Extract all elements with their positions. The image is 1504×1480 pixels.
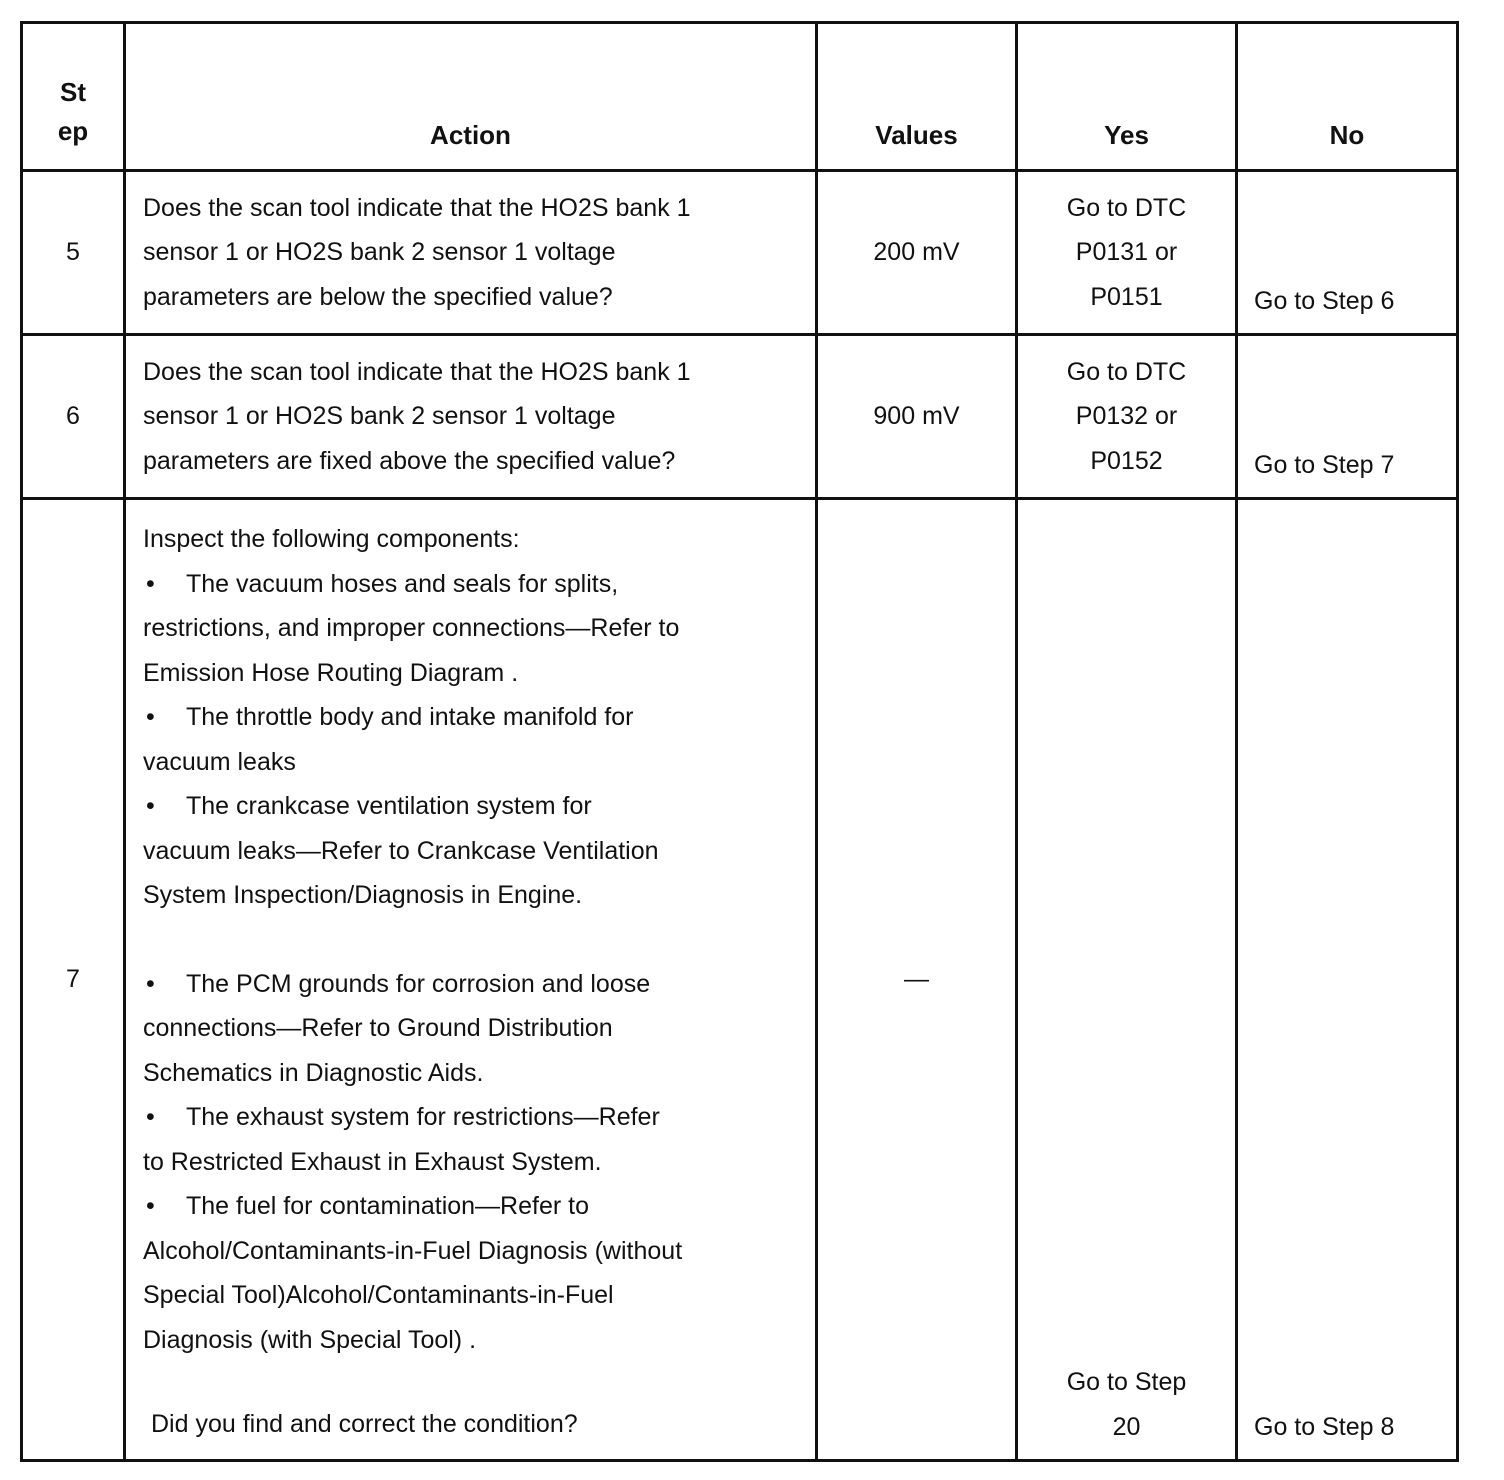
- values-header: Values: [817, 23, 1017, 171]
- action-line: parameters are below the specified value?: [143, 282, 613, 311]
- yes-line: P0152: [1090, 446, 1163, 475]
- no-text: Go to Step 6: [1254, 286, 1395, 315]
- step-header-line1: St: [60, 77, 86, 107]
- action-question: Did you find and correct the condition?: [151, 1410, 578, 1438]
- table-row: [22, 171, 1458, 335]
- bullet-item: [143, 1095, 815, 1184]
- bullet-text: The vacuum hoses and seals for splits,: [186, 569, 619, 598]
- no-text: Go to Step 8: [1254, 1412, 1395, 1441]
- bullet-item: [143, 695, 815, 784]
- step-number: 6: [22, 335, 125, 499]
- bullet-text: System Inspection/Diagnosis in Engine.: [143, 881, 583, 909]
- bullet-text: The crankcase ventilation system for: [186, 792, 592, 820]
- yes-cell: [1017, 171, 1237, 335]
- action-intro: Inspect the following components:: [143, 525, 520, 553]
- bullet-item: [143, 562, 815, 696]
- action-line: sensor 1 or HO2S bank 2 sensor 1 voltage: [143, 402, 616, 431]
- bullet-text: Emission Hose Routing Diagram .: [143, 658, 519, 687]
- step-header: [22, 23, 125, 171]
- bullet-text: The fuel for contamination—Refer to: [186, 1192, 589, 1220]
- bullet-item: [143, 1184, 815, 1362]
- header-row: [22, 23, 1458, 171]
- bullet-text: The throttle body and intake manifold for: [186, 703, 634, 731]
- bullet-item: [143, 962, 815, 1096]
- bullet-icon: •: [146, 1103, 155, 1131]
- bullet-icon: •: [146, 569, 155, 598]
- yes-line: P0132 or: [1075, 402, 1178, 431]
- step-number: 5: [22, 171, 125, 335]
- action-line: sensor 1 or HO2S bank 2 sensor 1 voltage: [143, 238, 616, 267]
- action-cell: [125, 499, 817, 1461]
- action-cell: [125, 171, 817, 335]
- yes-cell: [1017, 499, 1237, 1461]
- bullet-text: vacuum leaks: [143, 747, 296, 776]
- no-text: Go to Step 7: [1254, 450, 1395, 479]
- action-line: parameters are fixed above the specified value?: [143, 446, 676, 475]
- value-cell: 900 mV: [817, 335, 1017, 499]
- bullet-text: Schematics in Diagnostic Aids.: [143, 1058, 484, 1087]
- yes-line: Go to DTC: [1066, 357, 1187, 386]
- bullet-text: vacuum leaks—Refer to Crankcase Ventilation: [143, 836, 659, 865]
- bullet-text: connections—Refer to Ground Distribution: [143, 1014, 613, 1042]
- no-cell: [1237, 171, 1458, 335]
- no-cell: [1237, 335, 1458, 499]
- diagnostic-table: [20, 21, 1459, 1462]
- bullet-icon: •: [146, 969, 155, 998]
- bullet-text: Diagnosis (with Special Tool) .: [143, 1325, 477, 1354]
- bullet-text: The PCM grounds for corrosion and loose: [186, 969, 651, 998]
- bullet-item: [143, 784, 815, 918]
- table-row: [22, 499, 1458, 1461]
- yes-line: 20: [1112, 1412, 1141, 1441]
- bullet-text: The exhaust system for restrictions—Refer: [186, 1103, 660, 1131]
- table-row: [22, 335, 1458, 499]
- yes-line: Go to Step: [1066, 1368, 1187, 1396]
- bullet-text: Alcohol/Contaminants-in-Fuel Diagnosis (without: [143, 1236, 683, 1265]
- yes-line: P0151: [1090, 282, 1163, 311]
- yes-line: P0131 or: [1075, 238, 1178, 267]
- step-number: 7: [22, 499, 125, 1461]
- no-cell: [1237, 499, 1458, 1461]
- spacer: [143, 918, 815, 962]
- yes-line: Go to DTC: [1066, 193, 1187, 222]
- value-cell: —: [817, 499, 1017, 1461]
- bullet-icon: •: [146, 792, 155, 820]
- no-header: No: [1237, 23, 1458, 171]
- bullet-text: restrictions, and improper connections—Refer to: [143, 614, 680, 642]
- bullet-text: Special Tool)Alcohol/Contaminants-in-Fuel: [143, 1281, 614, 1309]
- bullet-icon: •: [146, 703, 155, 731]
- action-line: Does the scan tool indicate that the HO2S bank 1: [143, 193, 691, 222]
- yes-cell: [1017, 335, 1237, 499]
- value-cell: 200 mV: [817, 171, 1017, 335]
- bullet-icon: •: [146, 1192, 155, 1220]
- action-line: Does the scan tool indicate that the HO2S bank 1: [143, 357, 691, 386]
- yes-header: Yes: [1017, 23, 1237, 171]
- action-header: Action: [125, 23, 817, 171]
- bullet-text: to Restricted Exhaust in Exhaust System.: [143, 1147, 602, 1176]
- action-cell: [125, 335, 817, 499]
- step-header-line2: ep: [57, 116, 89, 146]
